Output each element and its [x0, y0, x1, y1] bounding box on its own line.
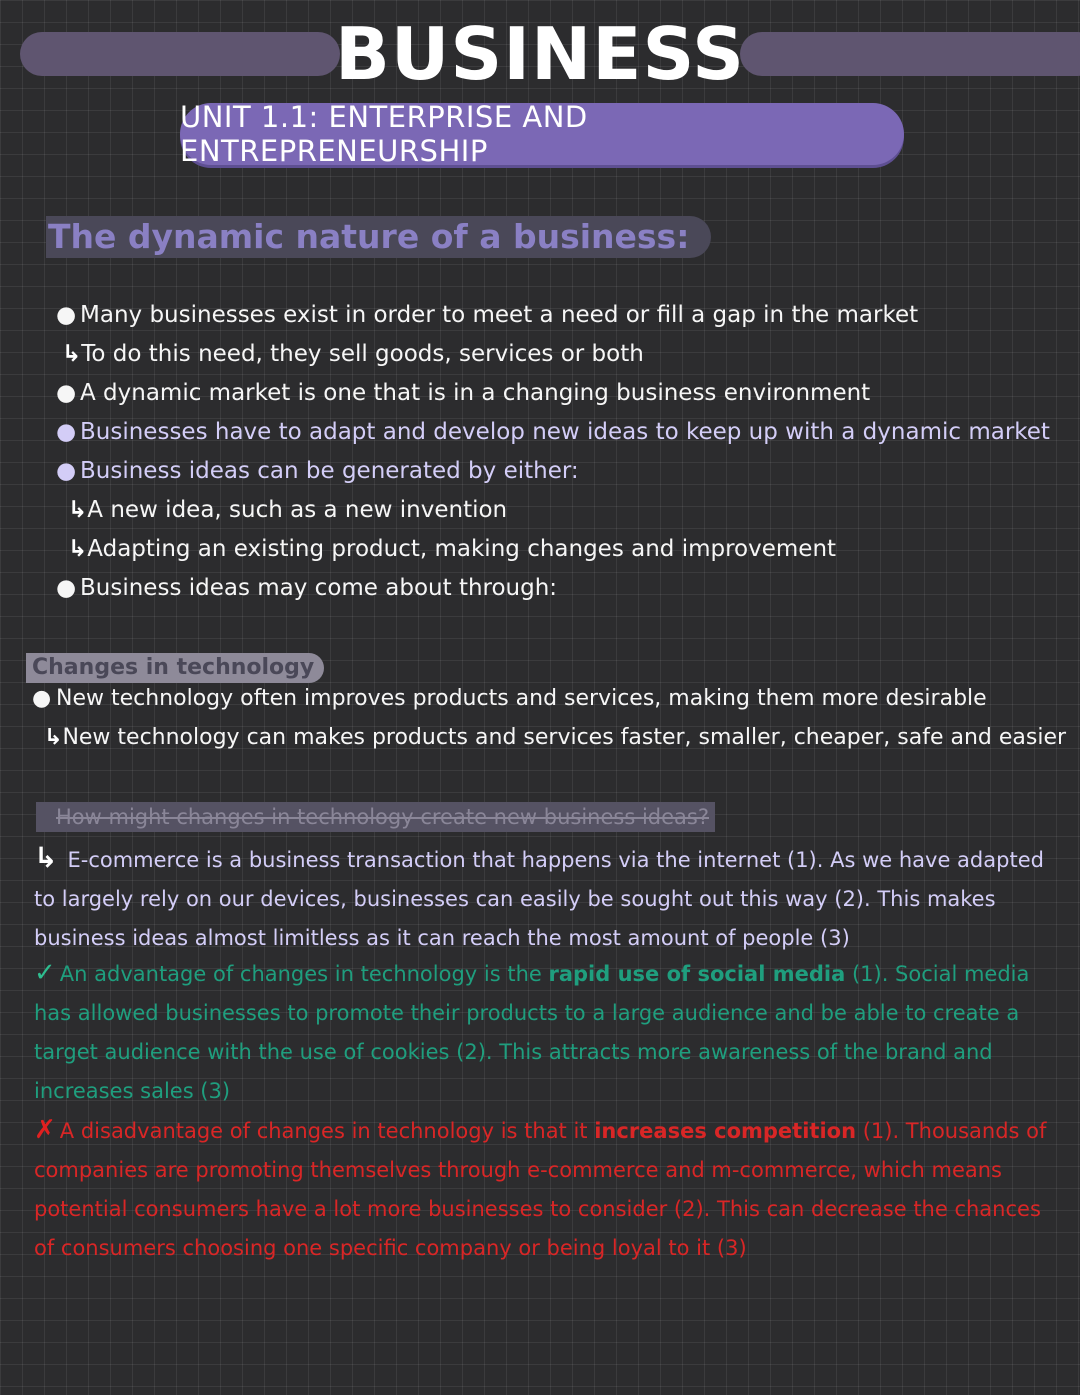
arrow-icon: ↳ [68, 536, 88, 562]
arrow-icon: ↳ [62, 341, 82, 367]
section-heading: The dynamic nature of a business: [46, 216, 711, 258]
answer-text: E-commerce is a business transaction that happens via the internet (1). As we have adapted to largely rely on our devices, businesses can easily be sought out this way (2). This makes business ideas almost limitless as it can reach the most amount of people (3) [34, 848, 1044, 950]
list-item [62, 339, 644, 369]
disadvantage-paragraph [34, 1111, 1054, 1268]
list-item [56, 417, 1050, 447]
list-item [32, 684, 987, 714]
bullet-icon: ● [56, 575, 77, 601]
technology-heading: Changes in technology [26, 653, 324, 683]
list-item-text: To do this need, they sell goods, services or both [81, 341, 644, 367]
arrow-icon: ↳ [68, 497, 88, 523]
advantage-highlight: rapid use of social media [548, 962, 846, 986]
list-item [56, 300, 918, 330]
list-item [68, 495, 507, 525]
answer-paragraph [34, 838, 1054, 958]
list-item [68, 534, 836, 564]
page-title: BUSINESS [335, 12, 745, 96]
bullet-icon: ● [56, 380, 77, 406]
list-item-text: Businesses have to adapt and develop new ideas to keep up with a dynamic market [80, 419, 1050, 445]
tick-icon: ✓ [34, 958, 56, 988]
disadvantage-highlight: increases competition [594, 1119, 857, 1143]
exam-question: How might changes in technology create new business ideas? [36, 802, 715, 832]
cross-icon: ✗ [34, 1115, 56, 1145]
disadvantage-lead: A disadvantage of changes in technology is that it [59, 1119, 595, 1143]
list-item [44, 723, 1066, 753]
bullet-icon: ● [56, 419, 77, 445]
list-item-text: Business ideas can be generated by either: [80, 458, 579, 484]
list-item [56, 573, 557, 603]
advantage-paragraph [34, 954, 1054, 1111]
bullet-icon: ● [56, 302, 77, 328]
unit-title: UNIT 1.1: ENTERPRISE AND ENTREPRENEURSHIP [180, 100, 588, 168]
arrow-icon: ↳ [34, 841, 58, 874]
disadvantage-rest: (1). Thousands of companies are promoting themselves through e-commerce and m-commerce, which means potential consumers have a lot more businesses to consider (2). This can decrease the chances of consumers choosing one specific company or being loyal to it (3) [34, 1119, 1047, 1260]
list-item-text: Business ideas may come about through: [80, 575, 558, 601]
arrow-icon: ↳ [44, 725, 63, 750]
list-item-text: Adapting an existing product, making changes and improvement [87, 536, 837, 562]
list-item-text: New technology often improves products and services, making them more desirable [56, 686, 987, 711]
list-item [56, 456, 579, 486]
advantage-rest: (1). Social media has allowed businesses to promote their products to a large audience and be able to create a target audience with the use of cookies (2). This attracts more awareness of the brand and increases sales (3) [34, 962, 1030, 1103]
bullet-icon: ● [32, 686, 52, 711]
list-item-text: Many businesses exist in order to meet a need or fill a gap in the market [80, 302, 919, 328]
advantage-lead: An advantage of changes in technology is the [59, 962, 549, 986]
list-item-text: New technology can makes products and services faster, smaller, cheaper, safe and easier [62, 725, 1067, 750]
list-item-text: A dynamic market is one that is in a changing business environment [80, 380, 871, 406]
bullet-icon: ● [56, 458, 77, 484]
list-item [56, 378, 870, 408]
list-item-text: A new idea, such as a new invention [87, 497, 508, 523]
